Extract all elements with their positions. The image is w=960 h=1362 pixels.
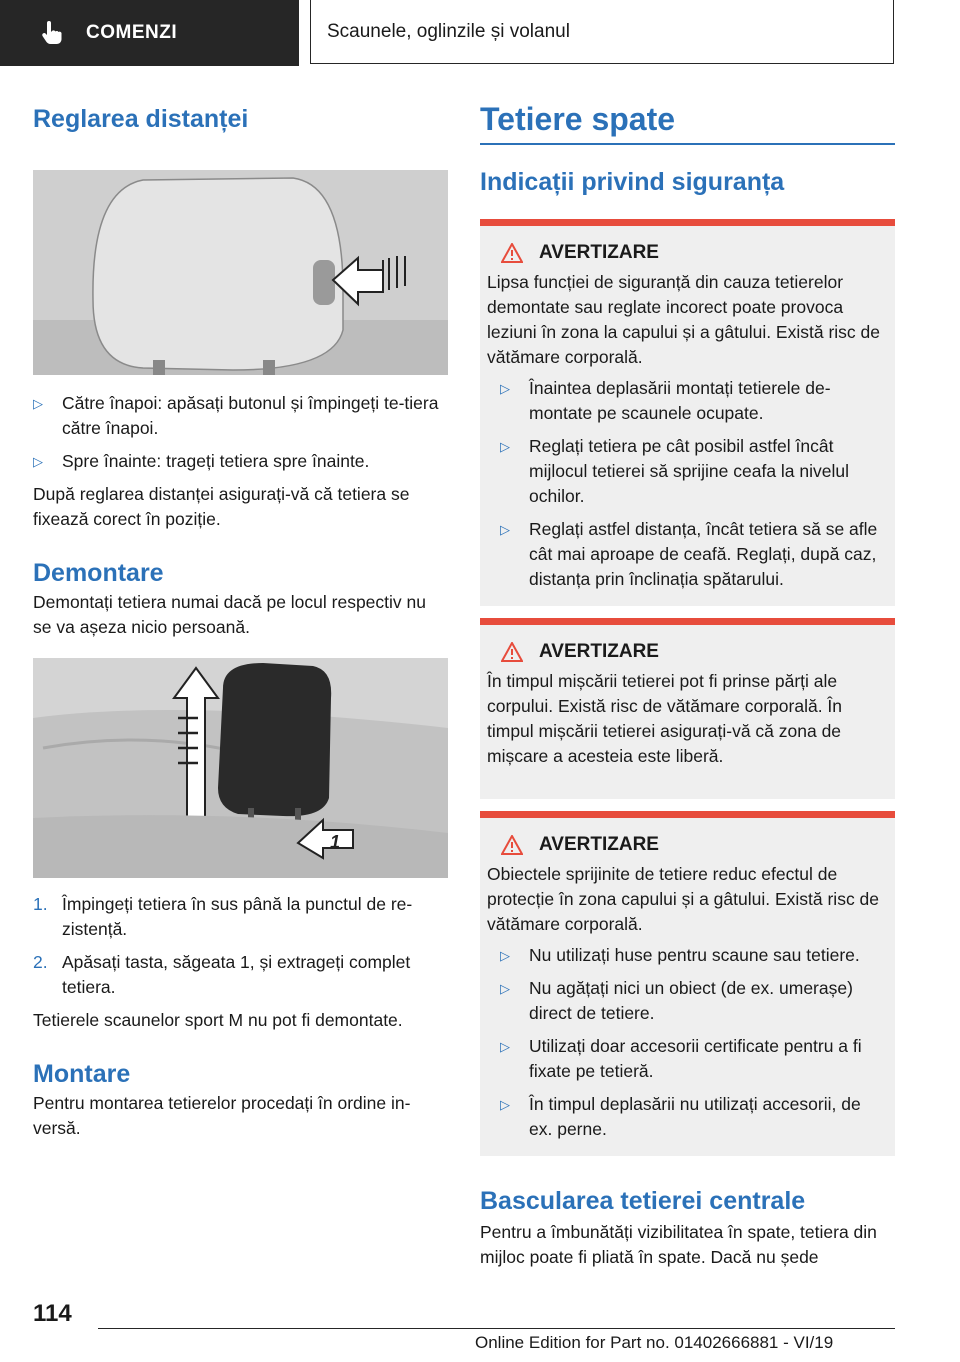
warning-text: Obiectele sprijinite de tetiere reduc efectul de protecție în zona capului și a gâtului. Există risc de vătămare corporală. — [487, 864, 880, 935]
right-column — [480, 100, 895, 1270]
warning-bullets — [487, 943, 887, 1142]
triangle-bullet-icon: ▷ — [500, 522, 510, 538]
list-item: ▷ Reglați tetiera pe cât posibil astfel încât mijlocul tetierei să sprijine ceafa la nivelul ochilor. — [500, 436, 850, 507]
list-item: 2. Apăsați tasta, săgeata 1, și extrageți complet tetiera. — [33, 952, 411, 997]
left-column — [33, 100, 448, 1141]
triangle-bullet-icon: ▷ — [500, 1039, 510, 1055]
triangle-bullet-icon: ▷ — [500, 1097, 510, 1113]
list-item: ▷ Utilizați doar accesorii certificate pentru a fi fixate pe tetieră. — [500, 1036, 862, 1082]
triangle-bullet-icon: ▷ — [500, 981, 510, 997]
footer-divider — [98, 1328, 895, 1329]
rear-headrests-heading: Tetiere spate — [480, 101, 676, 137]
heading-underline — [480, 143, 895, 145]
removal-intro: Demontați tetiera numai dacă pe locul respectiv nu se va așeza nicio persoană. — [33, 592, 426, 637]
edition-text: Online Edition for Part no. 01402666881 - VI/19 — [475, 1333, 834, 1352]
warning-triangle-icon — [501, 642, 523, 662]
removal-heading: Demontare — [33, 559, 164, 587]
list-item: ▷ Reglați astfel distanța, încât tetiera să se afle cât mai aproape de ceafă. Reglați, după caz, distanța prin înclinația spătarului. — [500, 519, 878, 590]
triangle-bullet-icon: ▷ — [33, 454, 43, 469]
warning-triangle-icon — [501, 835, 523, 855]
section-tab — [310, 0, 894, 64]
headrest-removal-image — [33, 658, 448, 878]
headrest-distance-image — [33, 170, 448, 375]
list-item: ▷ Către înapoi: apăsați butonul și împingeți te-tiera către înapoi. — [33, 393, 439, 438]
list-item: ▷ Spre înainte: trageți tetiera spre înainte. — [33, 449, 448, 474]
list-item: ▷ Nu utilizați huse pentru scaune sau tetiere. — [500, 943, 887, 968]
warning-label: AVERTIZARE — [539, 641, 659, 663]
tilt-text: Pentru a îmbunătăți vizibilitatea în spate, tetiera din mijloc poate fi pliată în spate. Dacă nu șede — [480, 1222, 877, 1268]
install-text: Pentru montarea tetierelor procedați în ordine in-versă. — [33, 1093, 411, 1138]
list-item: 1. Împingeți tetiera în sus până la punctul de re-zistență. — [33, 894, 413, 939]
warning-label: AVERTIZARE — [539, 834, 659, 856]
triangle-bullet-icon: ▷ — [500, 948, 510, 964]
warning-text: În timpul mișcării tetierei pot fi prinse părți ale corpului. Există risc de vătămare corporală. În timpul mișcării tetierei asigurați-vă că zona de mișcare a acesteia este liberă. — [487, 671, 843, 767]
warning-text: Lipsa funcției de siguranță din cauza tetierelor demontate sau reglate incorect poate provoca leziuni în zona la capului și a gâtului. Există risc de vătămare corporală. — [487, 272, 880, 368]
triangle-bullet-icon: ▷ — [500, 381, 510, 397]
distance-heading: Reglarea distanței — [33, 105, 249, 133]
page-number: 114 — [33, 1300, 72, 1327]
warning-label: AVERTIZARE — [539, 242, 659, 264]
warning-box — [480, 811, 895, 1156]
removal-note: Tetierele scaunelor sport M nu pot fi demontate. — [33, 1010, 403, 1030]
chapter-tab[interactable] — [0, 0, 299, 66]
callout-number: 1 — [330, 832, 341, 852]
hand-pointer-icon — [38, 20, 64, 46]
warning-box — [480, 219, 895, 606]
removal-steps — [33, 892, 448, 1000]
install-heading: Montare — [33, 1060, 131, 1088]
warning-triangle-icon — [501, 243, 523, 263]
section-title: Scaunele, oglinzile și volanul — [327, 20, 570, 42]
safety-heading: Indicații privind siguranța — [480, 168, 785, 197]
list-item: ▷ Nu agățați nici un obiect (de ex. umerașe) direct de tetiere. — [500, 978, 853, 1024]
distance-note: După reglarea distanței asigurați-vă că tetiera se fixează corect în poziție. — [33, 484, 410, 529]
warning-box — [480, 618, 895, 799]
headrest-illustration — [33, 170, 448, 375]
distance-bullets — [33, 391, 448, 474]
triangle-bullet-icon: ▷ — [33, 396, 43, 411]
tilt-heading: Bascularea tetierei centrale — [480, 1187, 806, 1216]
headrest-removal-illustration — [33, 658, 448, 878]
page-header — [0, 0, 960, 66]
list-item: ▷ În timpul deplasării nu utilizați accesorii, de ex. perne. — [500, 1094, 861, 1140]
triangle-bullet-icon: ▷ — [500, 439, 510, 455]
chapter-tab-label: COMENZI — [86, 22, 178, 43]
warning-bullets — [487, 376, 887, 592]
list-item: ▷ Înaintea deplasării montați tetierele de-montate pe scaunele ocupate. — [500, 378, 831, 424]
